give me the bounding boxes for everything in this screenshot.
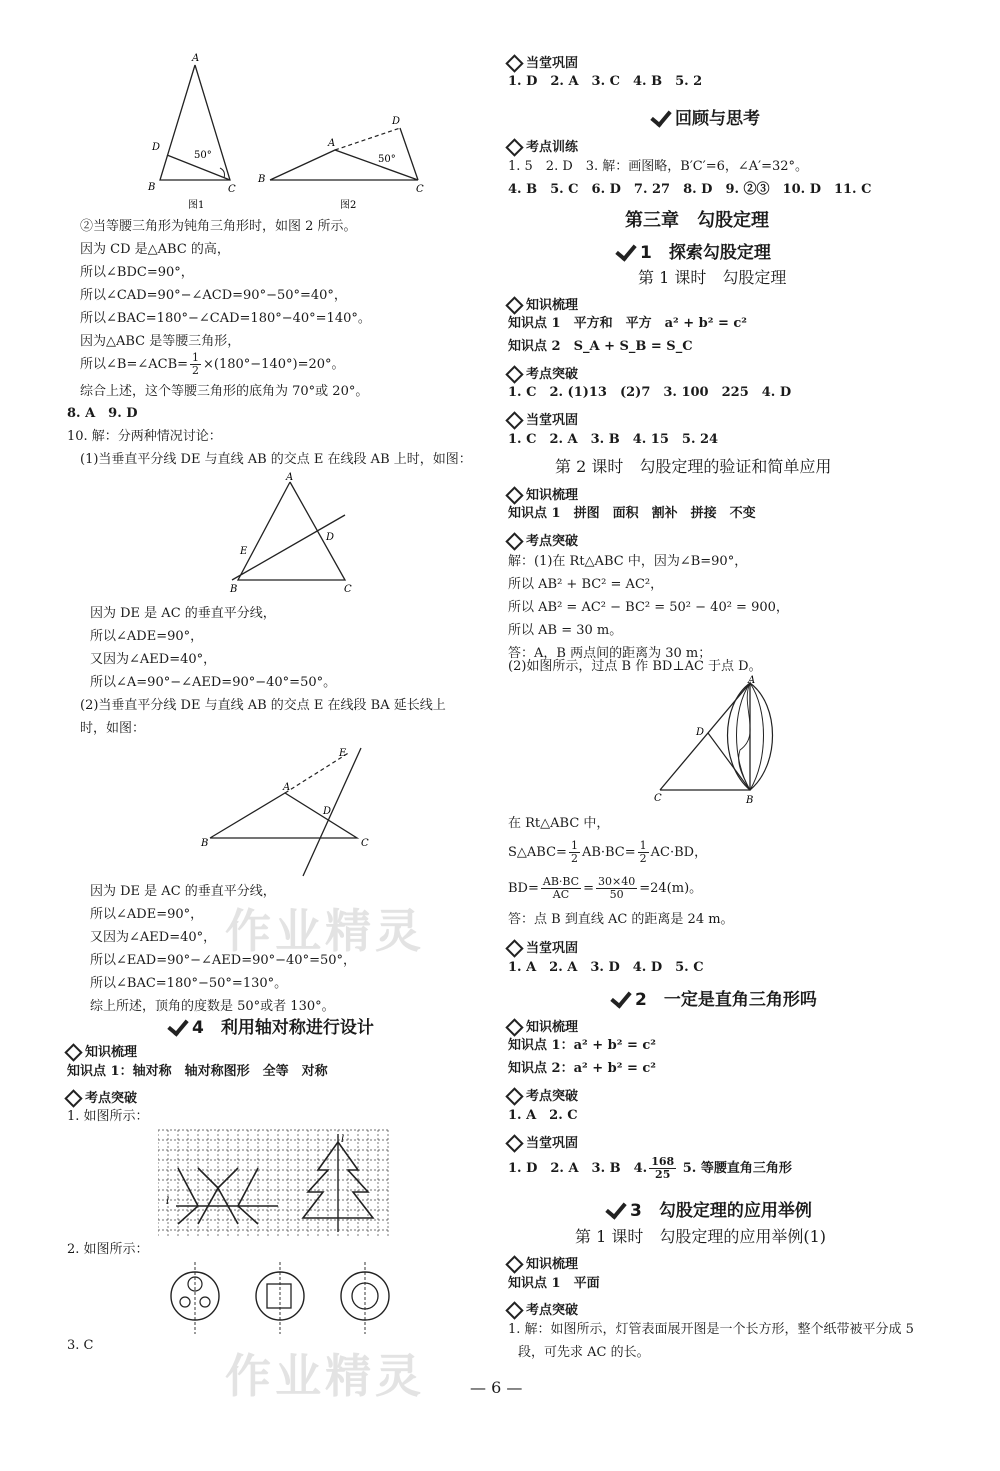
solution-line: 答：A，B 两点间的距离为 30 m； bbox=[508, 646, 712, 661]
diamond-icon bbox=[505, 138, 523, 156]
watermark: 作业精灵 bbox=[225, 904, 425, 958]
subsection-label: 知识梳理 bbox=[508, 484, 578, 503]
leaf-label-B: B bbox=[746, 795, 754, 805]
subsection-label: 当堂巩固 bbox=[508, 409, 578, 428]
fig2-label-B: B bbox=[258, 174, 266, 185]
knowledge-point: 知识点 1：轴对称 轴对称图形 全等 对称 bbox=[67, 1064, 328, 1079]
check-icon bbox=[615, 239, 636, 261]
text-line: ②当等腰三角形为钝角三角形时，如图 2 所示。 bbox=[80, 219, 357, 234]
text-line: 综合上述，这个等腰三角形的底角为 70°或 20°。 bbox=[80, 384, 369, 399]
solution-line: 所以 AB² + BC² = AC²， bbox=[508, 577, 664, 592]
check-icon bbox=[167, 1014, 188, 1036]
section-heading: 3 勾股定理的应用举例 bbox=[610, 1196, 812, 1221]
subsection-label: 当堂巩固 bbox=[508, 937, 578, 956]
lesson-title: 第 2 课时 勾股定理的验证和简单应用 bbox=[555, 457, 832, 476]
text-line: 因为 CD 是△ABC 的高， bbox=[80, 242, 230, 257]
solution-line: 解：(1)在 Rt△ABC 中，因为∠B=90°， bbox=[508, 554, 748, 569]
leaf-figure bbox=[650, 675, 780, 805]
fig2-label-A: A bbox=[328, 138, 336, 149]
fig1-caption: 图1 bbox=[188, 200, 205, 211]
solution-line: (2)如图所示，过点 B 作 BD⊥AC 于点 D。 bbox=[508, 659, 762, 674]
diamond-icon bbox=[505, 486, 523, 504]
fig10a-label-D: D bbox=[326, 532, 335, 543]
fig10b-label-A: A bbox=[283, 782, 291, 793]
answer-line: 1. A 2. A 3. D 4. D 5. C bbox=[508, 960, 704, 975]
fig1-angle: 50° bbox=[194, 150, 212, 161]
answer-line: 1. A 2. C bbox=[508, 1108, 578, 1123]
subsection-label: 考点训练 bbox=[508, 136, 578, 155]
subsection-label: 知识梳理 bbox=[67, 1041, 137, 1060]
question-line: 2. 如图所示： bbox=[67, 1242, 149, 1257]
grid-symmetry-figure bbox=[158, 1128, 398, 1238]
fig2-label-D: D bbox=[392, 116, 401, 127]
diamond-icon bbox=[64, 1043, 82, 1061]
check-icon bbox=[610, 986, 631, 1008]
fig10a-label-A: A bbox=[286, 472, 294, 483]
subsection-label: 考点突破 bbox=[508, 530, 578, 549]
solution-line: 答：点 B 到直线 AC 的距离是 24 m。 bbox=[508, 912, 734, 927]
knowledge-point: 知识点 1 平面 bbox=[508, 1276, 600, 1291]
diamond-icon bbox=[505, 1255, 523, 1273]
diamond-icon bbox=[505, 296, 523, 314]
diamond-icon bbox=[505, 939, 523, 957]
answer-line: 1. C 2. A 3. B 4. 15 5. 24 bbox=[508, 432, 719, 447]
check-icon bbox=[605, 1197, 626, 1219]
text-line: 所以∠A=90°−∠AED=90°−40°=50°。 bbox=[90, 675, 337, 690]
answer-line: 1. 5 2. D 3. 解：画图略，B′C′=6，∠A′=32°。 bbox=[508, 159, 809, 174]
solution-line: 所以 AB = 30 m。 bbox=[508, 623, 623, 638]
lesson-title: 第 1 课时 勾股定理的应用举例(1) bbox=[575, 1227, 827, 1246]
diamond-icon bbox=[505, 411, 523, 429]
diamond-icon bbox=[505, 365, 523, 383]
figure-10-1 bbox=[220, 470, 370, 598]
fig1-label-D: D bbox=[152, 142, 161, 153]
watermark: 作业精灵 bbox=[225, 1349, 425, 1403]
grid-label-l: l bbox=[341, 1134, 345, 1145]
solution-line: 段，可先求 AC 的长。 bbox=[518, 1345, 650, 1360]
answer-line-fraction: 1. D 2. A 3. B 4. $\frac{168}{25}$ 5. 等腰直角三角形 bbox=[508, 1155, 792, 1181]
text-line: (2)当垂直平分线 DE 与直线 AB 的交点 E 在线段 BA 延长线上 bbox=[80, 698, 446, 713]
lesson-title: 第 1 课时 勾股定理 bbox=[638, 268, 787, 287]
section-heading: 1 探索勾股定理 bbox=[620, 238, 771, 263]
fig10b-label-D: D bbox=[323, 806, 332, 817]
fig1-label-C: C bbox=[228, 184, 236, 195]
fig1-label-B: B bbox=[148, 182, 156, 193]
question-line: 3. C bbox=[67, 1338, 94, 1353]
text-line: 所以∠BDC=90°， bbox=[80, 265, 194, 280]
text-line: 因为 DE 是 AC 的垂直平分线， bbox=[90, 606, 276, 621]
knowledge-point: 知识点 1 平方和 平方 a² + b² = c² bbox=[508, 316, 747, 331]
subsection-label: 考点突破 bbox=[508, 1299, 578, 1318]
text-line: 所以∠CAD=90°−∠ACD=90°−50°=40°， bbox=[80, 288, 347, 303]
solution-line: 所以 AB² = AC² − BC² = 50² − 40² = 900， bbox=[508, 600, 789, 615]
knowledge-point: 知识点 2 S_A + S_B = S_C bbox=[508, 339, 693, 354]
leaf-label-A: A bbox=[748, 675, 756, 686]
page-number: — 6 — bbox=[470, 1378, 523, 1397]
subsection-label: 当堂巩固 bbox=[508, 1132, 578, 1151]
knowledge-point: 知识点 2：a² + b² = c² bbox=[508, 1061, 656, 1076]
subsection-label: 知识梳理 bbox=[508, 294, 578, 313]
text-line-fraction: 所以∠B=∠ACB= $\frac{1}{2}$ ×(180°−140°)=20°。 bbox=[80, 351, 345, 377]
fig10a-label-B: B bbox=[230, 584, 238, 595]
fig10a-label-C: C bbox=[344, 584, 352, 595]
answer-line: 1. C 2. (1)13 (2)7 3. 100 225 4. D bbox=[508, 385, 792, 400]
question-line: 1. 如图所示： bbox=[67, 1109, 149, 1124]
leaf-label-D: D bbox=[696, 727, 705, 738]
figure-10-2 bbox=[195, 740, 385, 878]
fig10a-label-E: E bbox=[240, 546, 248, 557]
subsection-label: 知识梳理 bbox=[508, 1253, 578, 1272]
check-icon bbox=[650, 105, 671, 127]
fig2-caption: 图2 bbox=[340, 200, 357, 211]
text-line: 综上所述，顶角的度数是 50°或者 130°。 bbox=[90, 999, 335, 1014]
text-line: 因为 DE 是 AC 的垂直平分线， bbox=[90, 884, 276, 899]
knowledge-point: 知识点 1：a² + b² = c² bbox=[508, 1038, 656, 1053]
text-line: 所以∠EAD=90°−∠AED=90°−40°=50°， bbox=[90, 953, 357, 968]
answer-line: 1. D 2. A 3. C 4. B 5. 2 bbox=[508, 74, 703, 89]
answer-line: 4. B 5. C 6. D 7. 27 8. D 9. ②③ 10. D 11. C bbox=[508, 182, 872, 197]
subsection-label: 当堂巩固 bbox=[508, 52, 578, 71]
section-heading: 2 一定是直角三角形吗 bbox=[615, 985, 817, 1010]
subsection-label: 知识梳理 bbox=[508, 1016, 578, 1035]
section-heading: 回顾与思考 bbox=[655, 104, 760, 129]
diamond-icon bbox=[64, 1089, 82, 1107]
text-line: 因为△ABC 是等腰三角形， bbox=[80, 334, 241, 349]
text-line: 所以∠ADE=90°， bbox=[90, 629, 204, 644]
text-line: 时，如图： bbox=[80, 721, 146, 736]
text-line: 所以∠BAC=180°−∠CAD=180°−40°=140°。 bbox=[80, 311, 371, 326]
diamond-icon bbox=[505, 1134, 523, 1152]
fig1-label-A: A bbox=[192, 53, 200, 64]
grid-label-l: l bbox=[166, 1196, 170, 1207]
fig10b-label-C: C bbox=[361, 838, 369, 849]
text-line: 又因为∠AED=40°， bbox=[90, 652, 217, 667]
subsection-label: 考点突破 bbox=[508, 363, 578, 382]
diamond-icon bbox=[505, 1018, 523, 1036]
diamond-icon bbox=[505, 1087, 523, 1105]
fig10b-label-E: E bbox=[339, 748, 347, 759]
diamond-icon bbox=[505, 1301, 523, 1319]
section-heading: 4 利用轴对称进行设计 bbox=[172, 1013, 374, 1038]
subsection-label: 考点突破 bbox=[67, 1087, 137, 1106]
text-line: (1)当垂直平分线 DE 与直线 AB 的交点 E 在线段 AB 上时，如图： bbox=[80, 452, 472, 467]
figure-1-2 bbox=[140, 50, 440, 215]
solution-line-fraction: S△ABC= $\frac{1}{2}$ AB·BC= $\frac{1}{2}$ AC·BD， bbox=[508, 839, 708, 865]
text-line: 又因为∠AED=40°， bbox=[90, 930, 217, 945]
fig2-label-C: C bbox=[416, 184, 424, 195]
text-line: 所以∠BAC=180°−50°=130°。 bbox=[90, 976, 288, 991]
text-line: 所以∠ADE=90°， bbox=[90, 907, 204, 922]
solution-line-fraction: BD= $\frac{AB\cdot BC}{AC}$ = $\frac{30\times 40}{50}$ =24(m)。 bbox=[508, 875, 703, 901]
knowledge-point: 知识点 1 拼图 面积 割补 拼接 不变 bbox=[508, 506, 756, 521]
text-line: 10. 解：分两种情况讨论： bbox=[67, 429, 222, 444]
diamond-icon bbox=[505, 54, 523, 72]
solution-line: 1. 解：如图所示，灯管表面展开图是一个长方形，整个纸带被平分成 5 bbox=[508, 1322, 914, 1337]
symmetry-shapes-figure bbox=[160, 1258, 400, 1338]
leaf-label-C: C bbox=[654, 793, 662, 804]
diamond-icon bbox=[505, 532, 523, 550]
solution-line: 在 Rt△ABC 中， bbox=[508, 816, 610, 831]
fig2-angle: 50° bbox=[378, 154, 396, 165]
chapter-title: 第三章 勾股定理 bbox=[625, 210, 769, 231]
answer-line: 8. A 9. D bbox=[67, 406, 138, 421]
subsection-label: 考点突破 bbox=[508, 1085, 578, 1104]
fig10b-label-B: B bbox=[201, 838, 209, 849]
